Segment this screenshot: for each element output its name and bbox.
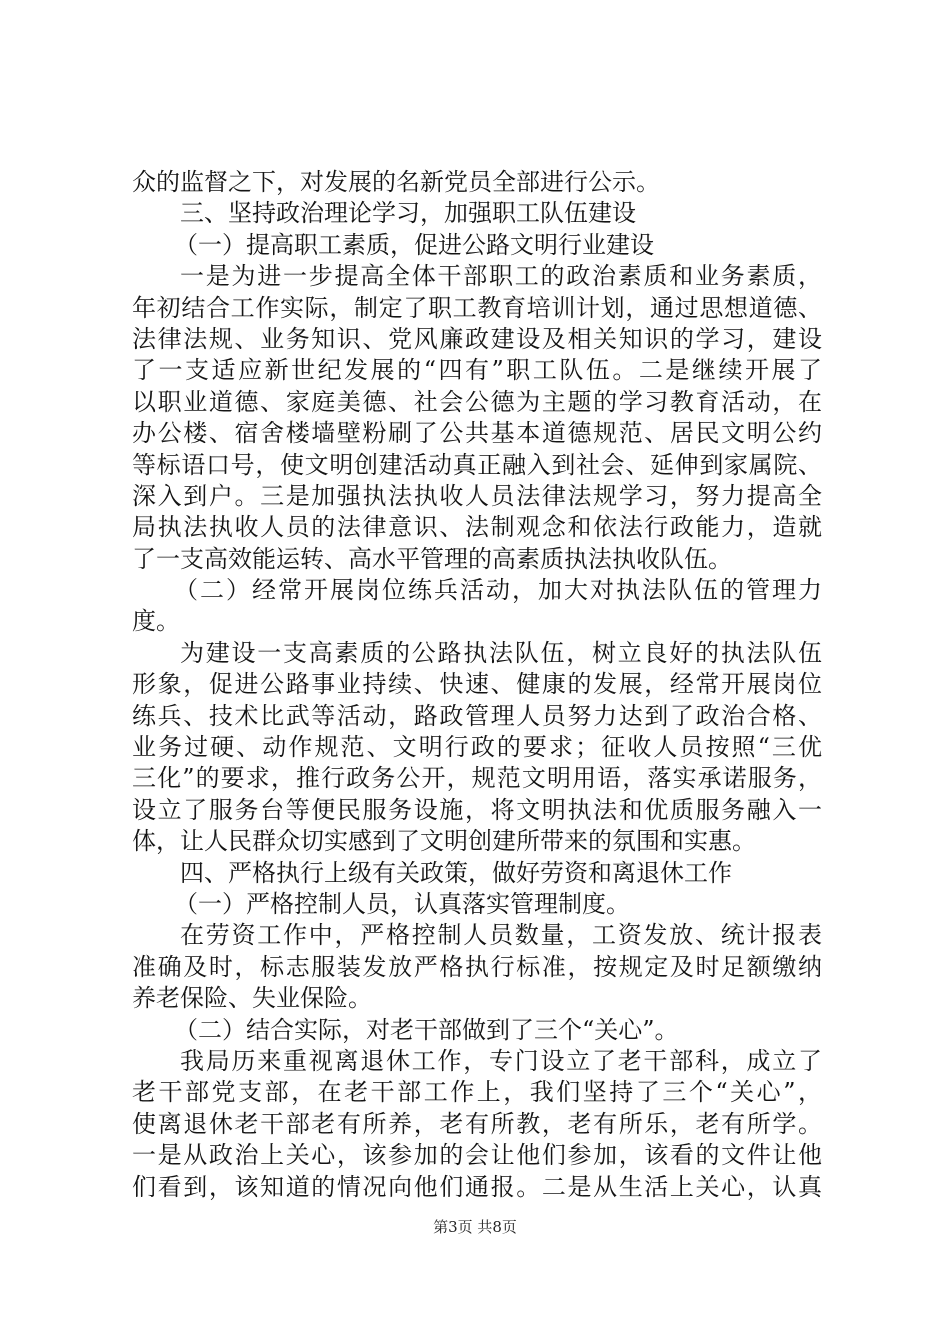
text-line: 了一支适应新世纪发展的“四有”职工队伍。二是继续开展了 <box>132 356 822 385</box>
text-line: 三、坚持政治理论学习，加强职工队伍建设 <box>180 199 636 228</box>
text-line: 设立了服务台等便民服务设施，将文明执法和优质服务融入一 <box>132 795 822 824</box>
text-line: 养老保险、失业保险。 <box>132 984 372 1013</box>
text-line: 形象，促进公路事业持续、快速、健康的发展，经常开展岗位 <box>132 670 822 699</box>
text-line: 年初结合工作实际，制定了职工教育培训计划，通过思想道德、 <box>132 293 822 322</box>
text-line: 一是为进一步提高全体干部职工的政治素质和业务素质， <box>180 262 822 291</box>
text-line: （二）经常开展岗位练兵活动，加大对执法队伍的管理力 <box>174 576 822 605</box>
text-line: 使离退休老干部老有所养，老有所教，老有所乐，老有所学。 <box>132 1109 822 1138</box>
text-line: 练兵、技术比武等活动，路政管理人员努力达到了政治合格、 <box>132 701 822 730</box>
text-line: 众的监督之下，对发展的名新党员全部进行公示。 <box>132 168 660 196</box>
text-line: 局执法执收人员的法律意识、法制观念和依法行政能力，造就 <box>132 513 822 542</box>
text-line: 了一支高效能运转、高水平管理的高素质执法执收队伍。 <box>132 544 732 573</box>
text-line: 在劳资工作中，严格控制人员数量，工资发放、统计报表 <box>180 921 822 950</box>
text-line: 以职业道德、家庭美德、社会公德为主题的学习教育活动，在 <box>132 387 822 416</box>
text-line: 一是从政治上关心，该参加的会让他们参加，该看的文件让他 <box>132 1141 822 1170</box>
text-line: 法律法规、业务知识、党风廉政建设及相关知识的学习，建设 <box>132 324 822 353</box>
text-line: （一）严格控制人员，认真落实管理制度。 <box>174 889 630 918</box>
text-line: （二）结合实际，对老干部做到了三个“关心”。 <box>174 1015 679 1044</box>
text-line: 老干部党支部，在老干部工作上，我们坚持了三个“关心”， <box>132 1078 822 1107</box>
text-line: 们看到，该知道的情况向他们通报。二是从生活上关心，认真 <box>132 1172 822 1201</box>
text-line: 办公楼、宿舍楼墙壁粉刷了公共基本道德规范、居民文明公约 <box>132 419 822 448</box>
text-line: 三化”的要求，推行政务公开，规范文明用语，落实承诺服务， <box>132 764 822 793</box>
text-line: 我局历来重视离退休工作，专门设立了老干部科，成立了 <box>180 1046 822 1075</box>
document-body <box>132 167 822 1203</box>
text-line: 度。 <box>132 607 180 636</box>
text-line: （一）提高职工素质，促进公路文明行业建设 <box>174 230 654 259</box>
text-line: 业务过硬、动作规范、文明行政的要求；征收人员按照“三优 <box>132 733 822 762</box>
text-line: 等标语口号，使文明创建活动真正融入到社会、延伸到家属院、 <box>132 450 822 479</box>
text-line: 四、严格执行上级有关政策，做好劳资和离退休工作 <box>180 858 732 887</box>
text-line: 准确及时，标志服装发放严格执行标准，按规定及时足额缴纳 <box>132 952 822 981</box>
text-line: 为建设一支高素质的公路执法队伍，树立良好的执法队伍 <box>180 638 822 667</box>
text-line: 深入到户。三是加强执法执收人员法律法规学习，努力提高全 <box>132 481 822 510</box>
page-footer: 第3页 共8页 <box>433 1218 517 1236</box>
text-line: 体，让人民群众切实感到了文明创建所带来的氛围和实惠。 <box>132 827 756 856</box>
